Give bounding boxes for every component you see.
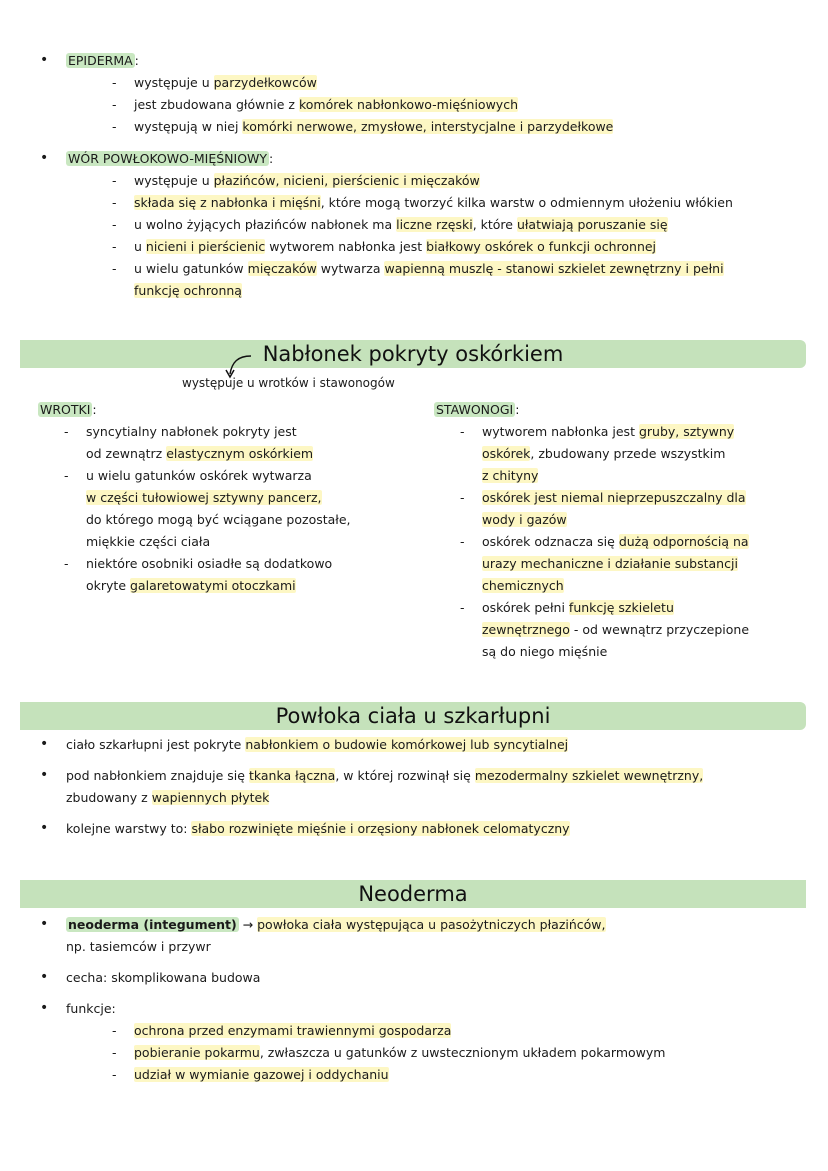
list-item: cecha: skomplikowana budowa — [66, 970, 261, 985]
list-item-continuation: zewnętrznego - od wewnątrz przyczepione — [482, 622, 750, 637]
list-item-continuation: w części tułowiowej sztywny pancerz, — [86, 490, 322, 505]
bullet-icon: • — [40, 767, 49, 783]
list-item: - niektóre osobniki osiadłe są dodatkowo — [64, 556, 333, 571]
list-item-continuation: miękkie części ciała — [86, 534, 211, 549]
list-item-continuation: są do niego mięśnie — [482, 644, 608, 659]
bullet-icon: • — [40, 820, 49, 836]
list-item: - oskórek odznacza się dużą odpornością na — [460, 534, 749, 549]
section-banner — [20, 340, 806, 368]
section-banner — [20, 880, 806, 908]
section-title: Nabłonek pokryty oskórkiem — [262, 342, 564, 366]
list-item-continuation: urazy mechaniczne i działanie substancji — [482, 556, 738, 571]
list-item: - wytworem nabłonka jest gruby, sztywny — [460, 424, 735, 439]
list-item: funkcje: — [66, 1001, 116, 1016]
list-item: - oskórek pełni funkcję szkieletu — [460, 600, 674, 615]
list-item: pod nabłonkiem znajduje się tkanka łączna, w której rozwinął się mezodermalny szkielet wewnętrzny, — [66, 768, 704, 783]
list-item: - u wolno żyjących płazińców nabłonek ma liczne rzęski, które ułatwiają poruszanie się — [112, 217, 668, 232]
list-item: - składa się z nabłonka i mięśni, które mogą tworzyć kilka warstw o odmiennym ułożeniu włókien — [112, 195, 733, 210]
heading-wrotki: WROTKI : — [40, 402, 97, 417]
list-item: kolejne warstwy to: słabo rozwinięte mięśnie i orzęsiony nabłonek celomatyczny — [66, 821, 570, 836]
bullet-icon: • — [40, 52, 49, 68]
section-title: Powłoka ciała u szkarłupni — [275, 704, 551, 728]
list-item: - u nicieni i pierścienic wytworem nabłonka jest białkowy oskórek o funkcji ochronnej — [112, 239, 657, 254]
list-item: - u wielu gatunków oskórek wytwarza — [64, 468, 312, 483]
annotation: występuje u wrotków i stawonogów — [182, 376, 395, 390]
list-item-continuation: funkcję ochronną — [134, 283, 242, 298]
list-item: - występuje u parzydełkowców — [112, 75, 317, 90]
list-item-continuation: wody i gazów — [482, 512, 567, 527]
list-item-continuation: okryte galaretowatymi otoczkami — [86, 578, 296, 593]
list-item-continuation: np. tasiemców i przywr — [66, 939, 211, 954]
arrow-right-icon: → — [242, 917, 254, 932]
heading-epiderma: EPIDERMA : — [68, 53, 139, 68]
bullet-icon: • — [40, 1000, 49, 1016]
heading-stawonogi: STAWONOGI : — [436, 402, 520, 417]
list-item-continuation: z chityny — [482, 468, 539, 483]
list-item: - udział w wymianie gazowej i oddychaniu — [112, 1067, 389, 1082]
list-item: - oskórek jest niemal nieprzepuszczalny dla — [460, 490, 746, 505]
bullet-icon: • — [40, 969, 49, 985]
list-item: - pobieranie pokarmu, zwłaszcza u gatunków z uwstecznionym układem pokarmowym — [112, 1045, 666, 1060]
list-item-continuation: zbudowany z wapiennych płytek — [66, 790, 270, 805]
bullet-icon: • — [40, 736, 49, 752]
list-item-continuation: od zewnątrz elastycznym oskórkiem — [86, 446, 314, 461]
list-item-continuation: do którego mogą być wciągane pozostałe, — [86, 512, 351, 527]
list-item: neoderma (integument) → powłoka ciała występująca u pasożytniczych płazińców, — [68, 917, 606, 932]
bullet-icon: • — [40, 150, 49, 166]
list-item: - u wielu gatunków mięczaków wytwarza wapienną muszlę - stanowi szkielet zewnętrzny i pełni — [112, 261, 724, 276]
list-item-continuation: oskórek, zbudowany przede wszystkim — [482, 446, 726, 461]
list-item: ciało szkarłupni jest pokryte nabłonkiem o budowie komórkowej lub syncytialnej — [66, 737, 569, 752]
list-item: - ochrona przed enzymami trawiennymi gospodarza — [112, 1023, 452, 1038]
section-title: Neoderma — [358, 882, 468, 906]
list-item: - występują w niej komórki nerwowe, zmysłowe, interstycjalne i parzydełkowe — [112, 119, 614, 134]
list-item: - syncytialny nabłonek pokryty jest — [64, 424, 297, 439]
heading-wor: WÓR POWŁOKOWO-MIĘŚNIOWY : — [68, 151, 274, 166]
term: neoderma (integument) — [68, 917, 237, 932]
list-item-continuation: chemicznych — [482, 578, 564, 593]
section-banner — [20, 702, 806, 730]
list-item: - jest zbudowana głównie z komórek nabłonkowo-mięśniowych — [112, 97, 518, 112]
bullet-icon: • — [40, 916, 49, 932]
list-item: - występuje u płazińców, nicieni, pierścienic i mięczaków — [112, 173, 480, 188]
